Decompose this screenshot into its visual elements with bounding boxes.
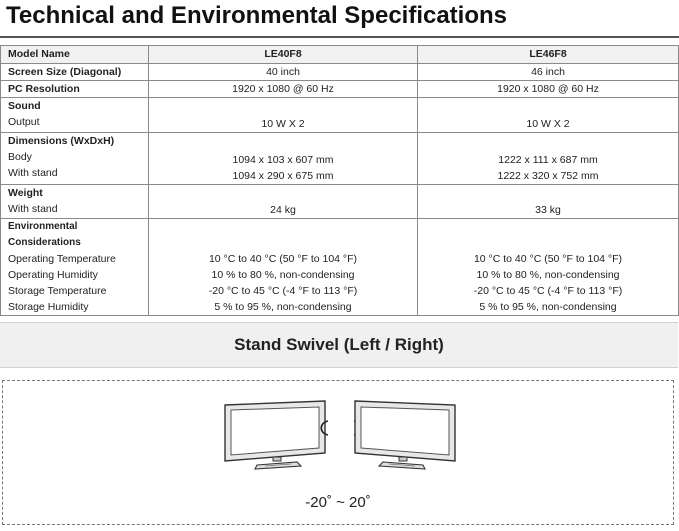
weight-section-label: Weight — [8, 187, 43, 199]
storage-temperature-label: Storage Temperature — [8, 285, 107, 297]
dimensions-stand-label: With stand — [8, 167, 58, 179]
table-header-row — [1, 46, 679, 64]
swivel-illustration-box — [2, 380, 674, 525]
model2-dimensions-stand: 1222 x 320 x 752 mm — [497, 170, 599, 182]
model2-pc-resolution: 1920 x 1080 @ 60 Hz — [418, 81, 679, 98]
operating-humidity-label: Operating Humidity — [8, 269, 98, 281]
tv-right-swivel-icon — [355, 401, 455, 469]
model2-environment-cell — [418, 219, 679, 316]
sound-label-cell — [1, 98, 149, 133]
screen-size-row — [1, 64, 679, 81]
weight-row — [1, 185, 679, 219]
model1-dimensions-stand: 1094 x 290 x 675 mm — [232, 170, 334, 182]
swivel-section-header — [0, 322, 678, 368]
model1-pc-resolution: 1920 x 1080 @ 60 Hz — [149, 81, 418, 98]
model1-operating-humidity: 10 % to 80 %, non-condensing — [211, 269, 355, 281]
environment-row — [1, 219, 679, 316]
sound-output-label: Output — [8, 116, 40, 128]
model1-name: LE40F8 — [149, 46, 418, 64]
weight-label-cell — [1, 185, 149, 219]
model2-name: LE46F8 — [418, 46, 679, 64]
model1-screen-size: 40 inch — [149, 64, 418, 81]
swivel-illustration — [221, 399, 461, 471]
environment-label-cell — [1, 219, 149, 316]
dimensions-label-cell — [1, 133, 149, 185]
pc-resolution-label: PC Resolution — [1, 81, 149, 98]
model1-environment-cell — [149, 219, 418, 316]
page-title: Technical and Environmental Specifications — [6, 2, 508, 29]
model2-operating-humidity: 10 % to 80 %, non-condensing — [476, 269, 620, 281]
environment-section-label: Environmental Considerations — [8, 221, 81, 248]
model1-storage-humidity: 5 % to 95 %, non-condensing — [214, 301, 352, 313]
operating-temperature-label: Operating Temperature — [8, 253, 116, 265]
model1-dimensions-body: 1094 x 103 x 607 mm — [232, 154, 334, 166]
model2-sound-output: 10 W X 2 — [418, 98, 679, 133]
model1-dimensions-cell — [149, 133, 418, 185]
screen-size-label: Screen Size (Diagonal) — [1, 64, 149, 81]
model1-sound-output: 10 W X 2 — [149, 98, 418, 133]
spec-table — [0, 45, 679, 316]
model2-dimensions-body: 1222 x 111 x 687 mm — [498, 154, 598, 166]
model2-storage-humidity: 5 % to 95 %, non-condensing — [479, 301, 617, 313]
dimensions-row — [1, 133, 679, 185]
pc-resolution-row — [1, 81, 679, 98]
model2-screen-size: 46 inch — [418, 64, 679, 81]
sound-row — [1, 98, 679, 133]
weight-stand-label: With stand — [8, 203, 58, 215]
model1-storage-temperature: -20 °C to 45 °C (-4 °F to 113 °F) — [208, 285, 358, 297]
model2-dimensions-cell — [418, 133, 679, 185]
model-name-label: Model Name — [1, 46, 149, 64]
model1-operating-temperature: 10 °C to 40 °C (50 °F to 104 °F) — [208, 253, 358, 265]
tv-left-swivel-icon — [225, 401, 325, 469]
dimensions-section-label: Dimensions (WxDxH) — [8, 135, 115, 147]
swivel-angle-label: -20˚ ~ 20˚ — [305, 494, 371, 511]
model2-operating-temperature: 10 °C to 40 °C (50 °F to 104 °F) — [473, 253, 623, 265]
sound-section-label: Sound — [8, 100, 41, 112]
model2-storage-temperature: -20 °C to 45 °C (-4 °F to 113 °F) — [473, 285, 623, 297]
title-rule — [0, 36, 679, 38]
model2-weight: 33 kg — [418, 185, 679, 219]
storage-humidity-label: Storage Humidity — [8, 301, 89, 313]
model1-weight: 24 kg — [149, 185, 418, 219]
swivel-title: Stand Swivel (Left / Right) — [234, 335, 444, 354]
dimensions-body-label: Body — [8, 151, 32, 163]
